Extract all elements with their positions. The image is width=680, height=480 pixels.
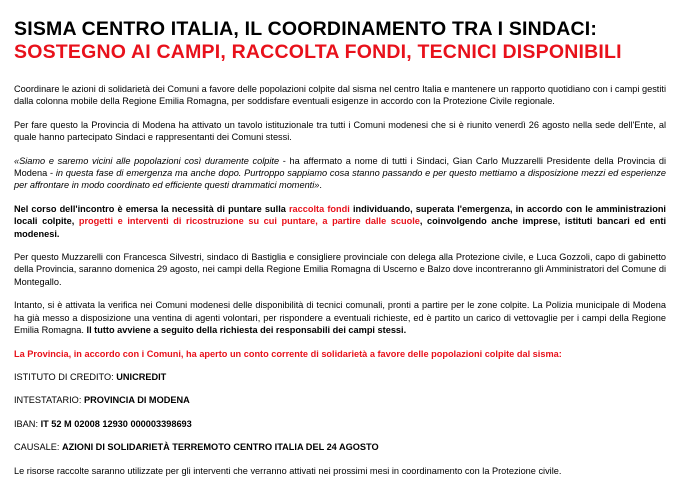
- causale-value: AZIONI DI SOLIDARIETÀ TERREMOTO CENTRO ITALIA DEL 24 AGOSTO: [62, 442, 379, 453]
- intestatario-value: PROVINCIA DI MODENA: [83, 395, 190, 406]
- bank-causale: [14, 441, 666, 453]
- quote-part-1: «Siamo e saremo vicini alle popolazioni così duramente colpite: [14, 155, 280, 166]
- causale-label: CAUSALE:: [14, 442, 62, 453]
- bank-istituto: [14, 371, 666, 383]
- quote-attribution: - ha affermato a nome di tutti i Sindaci, Gian Carlo Muzzarelli Presidente della Provincia di Modena -: [14, 155, 666, 179]
- paragraph-technicians: [14, 299, 666, 336]
- istituto-value: UNICREDIT: [116, 371, 167, 382]
- paragraph-account-intro: La Provincia, in accordo con i Comuni, ha aperto un conto corrente di solidarietà a favore delle popolazioni colpite dal sisma:: [14, 348, 562, 359]
- quote-end: .: [319, 180, 322, 191]
- paragraph-intro: Coordinare le azioni di solidarietà dei Comuni a favore delle popolazioni colpite dal sisma nel centro Italia e mantenere un rapporto quotidiano con i campi gestiti dalla colonna mobile della Regione Emilia Romagna, per soddisfare eventuali esigenze in accordo con la Protezione Civile regionale.: [14, 84, 666, 107]
- paragraph-meeting: Per fare questo la Provincia di Modena ha attivato un tavolo istituzionale tra tutti i Comuni modenesi che si è riunito venerdì 26 agosto nella sede dell'Ente, al quale hanno partecipato Sindaci e rappresentanti dei Comuni stessi.: [14, 119, 666, 143]
- page-title: [14, 18, 666, 64]
- quote-part-2: in questa fase di emergenza ma anche dopo. Purtroppo sappiamo cosa stanno passando e per questo mettiamo a disposizione mezzi ed esperienze per affrontare in modo coordinato ed efficiente questi drammatici momenti»: [14, 168, 666, 191]
- fundraising-text-e: , coinvolgendo anche imprese, istituti bancari ed enti modenesi.: [14, 216, 666, 239]
- technicians-bold: Il tutto avviene a seguito della richiesta dei responsabili dei campi stessi.: [86, 325, 407, 336]
- title-line-1: SISMA CENTRO ITALIA, IL COORDINAMENTO TRA I SINDACI:: [14, 18, 598, 40]
- iban-label: IBAN:: [14, 418, 41, 429]
- bank-intestatario: [14, 394, 666, 406]
- title-line-2: SOSTEGNO AI CAMPI, RACCOLTA FONDI, TECNICI DISPONIBILI: [14, 41, 622, 63]
- istituto-label: ISTITUTO DI CREDITO:: [14, 371, 117, 382]
- iban-value: IT 52 M 02008 12930 000003398693: [40, 418, 192, 429]
- technicians-text: Intanto, si è attivata la verifica nei Comuni modenesi delle disponibilità di tecnici comunali, pronti a partire per le zone colpite. La Polizia municipale di Modena ha già messo a disposizione una ventina di agenti volontari, per rispondere a eventuali richieste, ed è partito un carico di vettovaglie per i campi della Regione Emilia Romagna.: [14, 300, 666, 336]
- bank-iban: [14, 418, 666, 430]
- fundraising-text-c: individuando, superata l'emergenza, in accordo con le amministrazioni locali colpite,: [14, 203, 666, 227]
- intestatario-label: INTESTATARIO:: [14, 395, 84, 406]
- bank-details: [14, 371, 666, 454]
- paragraph-fundraising: [14, 203, 666, 240]
- paragraph-quote: [14, 155, 666, 192]
- fundraising-text-a: Nel corso dell'incontro è emersa la necessità di puntare sulla: [14, 203, 289, 214]
- paragraph-visit: Per questo Muzzarelli con Francesca Silvestri, sindaco di Bastiglia e consigliere provinciale con delega alla Protezione civile, e Luca Gozzoli, capo di gabinetto della Provincia, saranno domenica 29 agosto, nei campi della Regione Emilia Romagna di Uscerno e Balzo dove incontreranno gli Amministratori del Comune di Montegallo.: [14, 252, 666, 287]
- fundraising-highlight-1: raccolta fondi: [288, 203, 350, 214]
- paragraph-closing: Le risorse raccolte saranno utilizzate per gli interventi che verranno attivati nei prossimi mesi in coordinamento con la Protezione civile.: [14, 465, 562, 476]
- fundraising-highlight-2: progetti e interventi di ricostruzione su cui puntare, a partire dalle scuole: [78, 216, 420, 227]
